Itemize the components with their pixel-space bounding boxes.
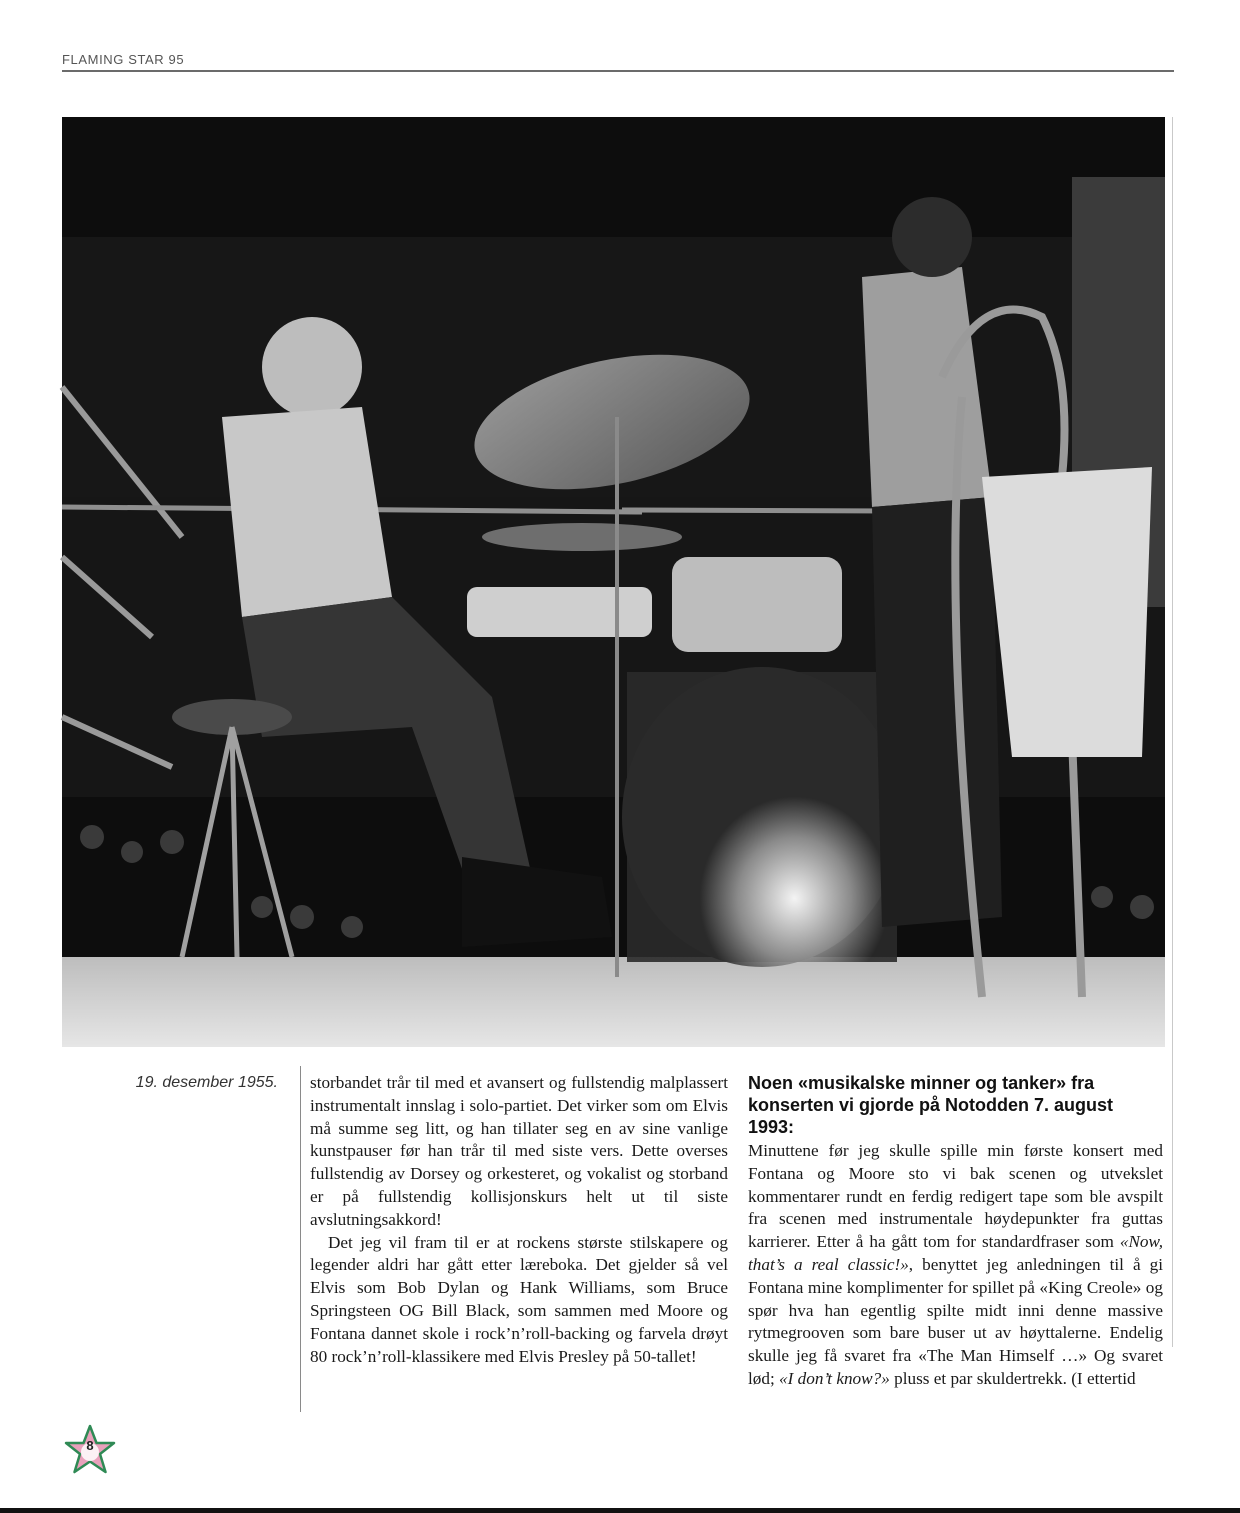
paragraph-1: storbandet trår til med et avansert og fullstendig malplassert instrumentalt innslag i solo-partiet. Det virker som om Elvis må summe seg litt, og han tillater seg en av sine vanlige kunstpauser før han trår til med siste vers. Dette overses fullstendig av Dorsey og orkesteret, og vokalist og storband er på fullstendig kollisjonskurs helt ut til siste avslutningsakkord! (310, 1073, 728, 1229)
page-number: 8 (86, 1438, 94, 1453)
photo-caption: 19. desember 1955. (135, 1074, 278, 1091)
body-text-3: pluss et par skuldertrekk. (I ettertid (889, 1368, 1136, 1388)
photo-edge-rule (1172, 117, 1173, 1347)
quote-1: «Now, that’s a real classic!» (748, 1232, 1163, 1274)
body-text-2: , benyttet jeg anledningen til å gi Fontana mine komplimenter for spillet på «King Creole» og spør hva han egentlig spilte midt inni denne massive rytmegrooven som bare buser ut av høyttalerne. Endelig skulle jeg få svaret fra «The Man Himself …» Og svaret lød; (748, 1254, 1164, 1388)
column-rule (300, 1066, 301, 1412)
bottom-rule (0, 1508, 1240, 1513)
section-heading: Noen «musikalske minner og tanker» fra konserten vi gjorde på Notodden 7. august 1993: (748, 1073, 1114, 1137)
article-column-2 (748, 1072, 1164, 1388)
body-text-1: Minuttene før jeg skulle spille min første konsert med Fontana og Moore sto vi bak scenen og utvekslet kommentarer rundt en ferdig redigert tape som ble avspilt fra scenen med instrumentale høydepunkter fra guttas karrierer. Etter å ha gått tom for standardfraser som (748, 1141, 1163, 1252)
section-body (748, 1140, 1164, 1388)
quote-2: «I don’t know?» (779, 1368, 890, 1388)
running-header: FLAMING STAR 95 (62, 52, 185, 67)
drummer-photo (62, 117, 1165, 1047)
star-icon (62, 1424, 118, 1476)
header-rule (62, 70, 1174, 72)
paragraph-2: Det jeg vil fram til er at rockens største stilskapere og legender aldri har gått etter læreboka. Det gjelder så vel Elvis som Bob Dylan og Hank Williams, som Bruce Springsteen OG Bill Black, som sammen med Moore og Fontana dannet skole i rock’n’roll-backing og farvela drøyt 80 rock’n’roll-klassikere med Elvis Presley på 50-tallet! (310, 1232, 728, 1366)
article-column-1 (310, 1072, 728, 1368)
